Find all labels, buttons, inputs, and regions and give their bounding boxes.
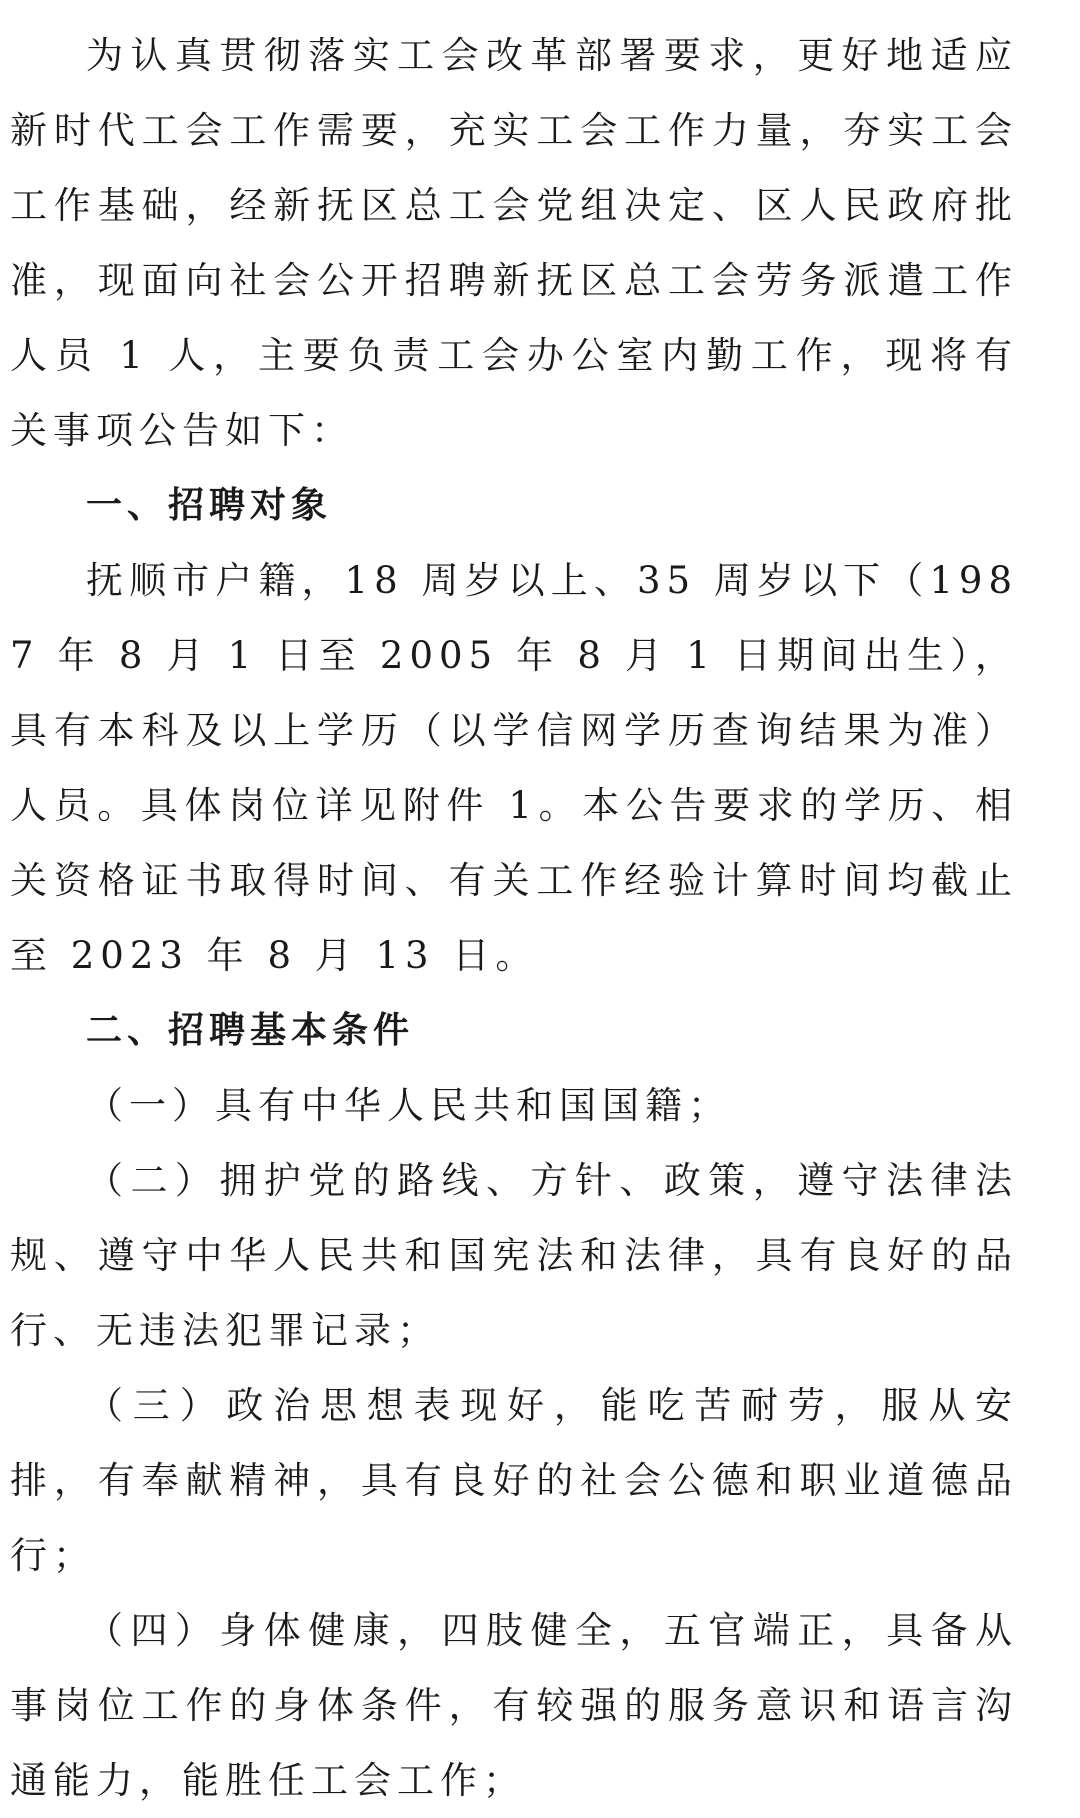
condition-item-3: （三）政治思想表现好，能吃苦耐劳，服从安排，有奉献精神，具有良好的社会公德和职业道德品行； <box>10 1384 1018 1577</box>
condition-item-1: （一）具有中华人民共和国国籍； <box>86 1084 731 1127</box>
condition-item-4: （四）身体健康，四肢健全，五官端正，具备从事岗位工作的身体条件，有较强的服务意识和语言沟通能力，能胜任工会工作； <box>10 1609 1018 1802</box>
intro-paragraph: 为认真贯彻落实工会改革部署要求，更好地适应新时代工会工作需要，充实工会工作力量，夯实工会工作基础，经新抚区总工会党组决定、区人民政府批准，现面向社会公开招聘新抚区总工会劳务派遣工作人员 1 人，主要负责工会办公室内勤工作，现将有关事项公告如下： <box>10 34 1018 452</box>
recruitment-target-paragraph: 抚顺市户籍，18 周岁以上、35 周岁以下（1987 年 8 月 1 日至 2005 年 8 月 1 日期间出生），具有本科及以上学历（以学信网学历查询结果为准）人员。具体岗位详见附件 1。本公告要求的学历、相关资格证书取得时间、有关工作经验计算时间均截止至 2023 年 8 月 13 日。 <box>10 559 1018 977</box>
section-heading-recruitment-target: 一、招聘对象 <box>86 485 333 526</box>
condition-item-2: （二）拥护党的路线、方针、政策，遵守法律法规、遵守中华人民共和国宪法和法律，具有良好的品行、无违法犯罪记录； <box>10 1159 1018 1352</box>
section-heading-basic-conditions: 二、招聘基本条件 <box>86 1010 415 1051</box>
